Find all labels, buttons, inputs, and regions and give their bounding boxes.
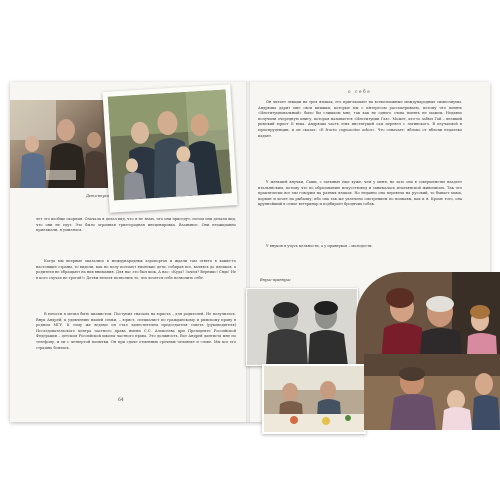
book-gutter	[246, 82, 250, 422]
left-photo-caption: Дети-внуки	[86, 194, 109, 198]
photo-father-with-children-image	[10, 100, 108, 188]
collage-photo-grandfather-baby	[364, 354, 500, 430]
right-paragraph-1: Он читает лекции на трех языках, его приглашают на всевозможные международные симпозиумы. Андрюша дарит мне свои книжки, которые мы с интересом рассматриваем, потому что понять «Институциональный» было бы слишком мне, так как не одного слова понять не можем. Недавно получили очередную книгу, которая называется «Институции Гая». Может, кто-то забыл Гай – великий римский юрист II века. Андрюша часть этих институций сам перевел с латинского. В изучаемой в юриспруденции, и он сказал: «E fructu cognoscitur arbor». Что означает: яблоко от яблони недалеко падает.	[258, 100, 462, 138]
polaroid-photo-children	[102, 84, 237, 213]
collage-photo-family-table-image	[264, 366, 364, 432]
page-number: 64	[118, 398, 124, 403]
collage-photo-two-men	[246, 288, 358, 366]
right-photo-caption: Внуки-правнуки	[260, 278, 291, 282]
polaroid-photo-children-image	[108, 90, 232, 201]
left-paragraph-1: лет это вообще скорпия. Сначала я делал вид, что я не знаю, что они приседут, потом они делали вид, что они не едут. Это было огромная триггородная инсценировка. Взаимное. Они неожиданно приезжали, я умилялся.	[36, 217, 236, 233]
left-paragraph-3: В юности я метил быть пианистом. Поступил сначала на юриста – для родителей. Не получилось. Внук Андрей, к удивлению нашей семьи, – юрист, специалист по гражданскому и римскому праву в родном МГУ. К тому же ведомо он стал заместителем председателя совета (руководителя) Исследовательского центра частного права имени С.С. Алексеева при Президенте Российской Федерации – детском Российской школы частного права. Это должность. Вот Андрей дантиста мне по телефону, и он с четвертой попытки. Он при сдаче отменных срочных человеке и слове. Мы все его страшно боялись.	[36, 312, 236, 350]
collage-photo-grandfather-baby-image	[364, 354, 500, 430]
right-paragraph-3: У внуков я учусь цельности, а у правнуков – молодости.	[266, 244, 373, 248]
running-head: о себе	[348, 89, 372, 94]
left-paragraph-2: Когда мы впервые оказались в международных аэропортах и ждали там ответа в какие-то настоящие страны, то видели, как по полу ползают японские дети, собирая все, валяясь до плеиков, а родители не обращают на них внимания. Для нас это был шок. А нас: «Куда? Зачем? Верникс! Сядь! Не в кого случае не трогай!» Детям нельзя позволить то, что хочется себе позволить себе.	[36, 259, 236, 280]
collage-photo-two-men-image	[246, 288, 358, 366]
right-paragraph-2: У меньшей внучки, Саши, с латынью еще хуже, чем у меня, но зато она в совершенстве владеет итальянским, потому что по образованию искусствовед и занималась итальянской живописью. Так что практически все мы говорим на разных языках. Но недавно она перевела на русский, то бывает мама, кормит и хочет на рыбалку; ибо она так же увлечено смотрением по попкаям, как и я. Кроме того, она крупнейший в семье ветеринар и подбирает бродячих собак.	[258, 180, 462, 207]
photo-father-with-children	[10, 100, 108, 188]
collage-photo-family-table	[262, 364, 366, 434]
